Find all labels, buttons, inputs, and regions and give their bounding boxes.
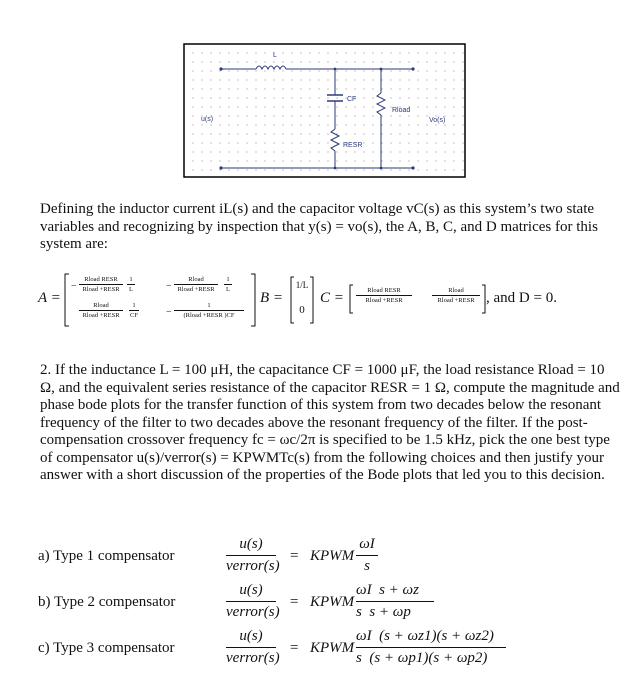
- option-type3: c) Type 3 compensator u(s) verror(s) = KPWM ωI (s + ωz1)(s + ωz2) s (s + ωp1)(s + ωp2): [38, 628, 618, 678]
- lhs-denominator: verror(s): [226, 650, 280, 666]
- a21-factor-den: CF: [130, 312, 138, 319]
- option-label: c) Type 3 compensator: [38, 640, 175, 656]
- d-matrix-text: , and D = 0.: [486, 290, 557, 306]
- a12-denominator: Rload +RESR: [177, 286, 215, 293]
- option-label: b) Type 2 compensator: [38, 594, 176, 610]
- lhs-denominator: verror(s): [226, 558, 280, 574]
- kpwm-term: KPWM: [310, 548, 355, 564]
- option-label: a) Type 1 compensator: [38, 548, 175, 564]
- rhs-numerator: ωI: [359, 536, 375, 552]
- input-label: u(s): [201, 116, 214, 123]
- a11-numerator: Rload RESR: [84, 276, 118, 283]
- rhs-denominator: s (s + ωp1)(s + ωp2): [356, 650, 488, 666]
- a-matrix-label: A =: [38, 290, 61, 306]
- intro-paragraph: Defining the inductor current iL(s) and the capacitor voltage vC(s) as this system’s two state variables and recognizing by inspection that y(s) = vo(s), the A, B, C, and D matrices for this system are:: [40, 201, 598, 252]
- kpwm-term: KPWM: [310, 640, 355, 656]
- lhs-denominator: verror(s): [226, 604, 280, 620]
- option-type2: b) Type 2 compensator u(s) verror(s) = KPWM ωI s + ωz s s + ωp: [38, 582, 618, 632]
- a12-factor-num: 1: [226, 276, 230, 283]
- a11-factor-num: 1: [129, 276, 133, 283]
- question-paragraph: 2. If the inductance L = 100 μH, the capacitance CF = 1000 μF, the load resistance Rload = 10 Ω, and the equivalent series resistance of the capacitor RESR = 1 Ω, compute the magnitude and phase bode plots for the transfer function of this system from two decades below the resonant frequency of the filter to two decades above the resonant frequency of the filter. If the post-compensation crossover frequency fc = ωc/2π is specified to be 1.5 kHz, pick the one best type of compensator u(s)/verror(s) = KPWMTc(s) from the following choices and then justify your answer with a short discussion of the properties of the Bode plots that led you to this decision.: [40, 362, 620, 483]
- rhs-denominator: s: [364, 558, 370, 574]
- rhs-numerator: ωI (s + ωz1)(s + ωz2): [356, 628, 494, 644]
- esr-label: RESR: [343, 142, 363, 149]
- rhs-denominator: s s + ωp: [356, 604, 411, 620]
- a22-denominator: (Rload +RESR )CF: [183, 312, 235, 319]
- b-right-bracket: [309, 276, 314, 324]
- a22-numerator: 1: [207, 302, 211, 309]
- capacitor-label: CF: [347, 96, 357, 103]
- lhs-numerator: u(s): [239, 628, 263, 644]
- c1-numerator: Rload RESR: [367, 287, 401, 294]
- a21-factor-num: 1: [132, 302, 136, 309]
- b-entry-2: 0: [299, 304, 305, 316]
- output-label: Vo(s): [429, 117, 446, 124]
- c2-numerator: Rload: [448, 287, 464, 294]
- circuit-schematic: [183, 43, 466, 178]
- c2-denominator: Rload +RESR: [437, 297, 475, 304]
- state-matrices: A = − Rload RESR Rload +RESR 1 L − Rload Rload +RESR 1 L Rload Rload +RESR 1 CF − 1 (Rload +RESR )CF B = 1/L 0 C = Rload RESR Rload +RESR Rload Rload +RESR , and D = 0.: [38, 270, 618, 330]
- kpwm-term: KPWM: [310, 594, 355, 610]
- option-type1: a) Type 1 compensator u(s) verror(s) = KPWM ωI s: [38, 536, 618, 586]
- a-right-bracket: [250, 273, 256, 327]
- a11-denominator: Rload +RESR: [82, 286, 120, 293]
- a12-factor-den: L: [226, 286, 230, 293]
- c-left-bracket: [349, 284, 354, 314]
- a-left-bracket: [64, 273, 70, 327]
- a21-denominator: Rload +RESR: [82, 312, 120, 319]
- b-entry-1: 1/L: [295, 280, 309, 290]
- c1-denominator: Rload +RESR: [365, 297, 403, 304]
- load-label: Rload: [392, 107, 411, 114]
- a11-factor-den: L: [129, 286, 133, 293]
- a21-numerator: Rload: [93, 302, 109, 309]
- c-matrix-label: C =: [320, 290, 344, 306]
- lhs-numerator: u(s): [239, 582, 263, 598]
- rhs-numerator: ωI s + ωz: [356, 582, 419, 598]
- a12-numerator: Rload: [188, 276, 204, 283]
- lhs-numerator: u(s): [239, 536, 263, 552]
- inductor-label: L: [273, 52, 277, 59]
- circuit-diagram: [183, 43, 466, 178]
- b-matrix-label: B =: [260, 290, 284, 306]
